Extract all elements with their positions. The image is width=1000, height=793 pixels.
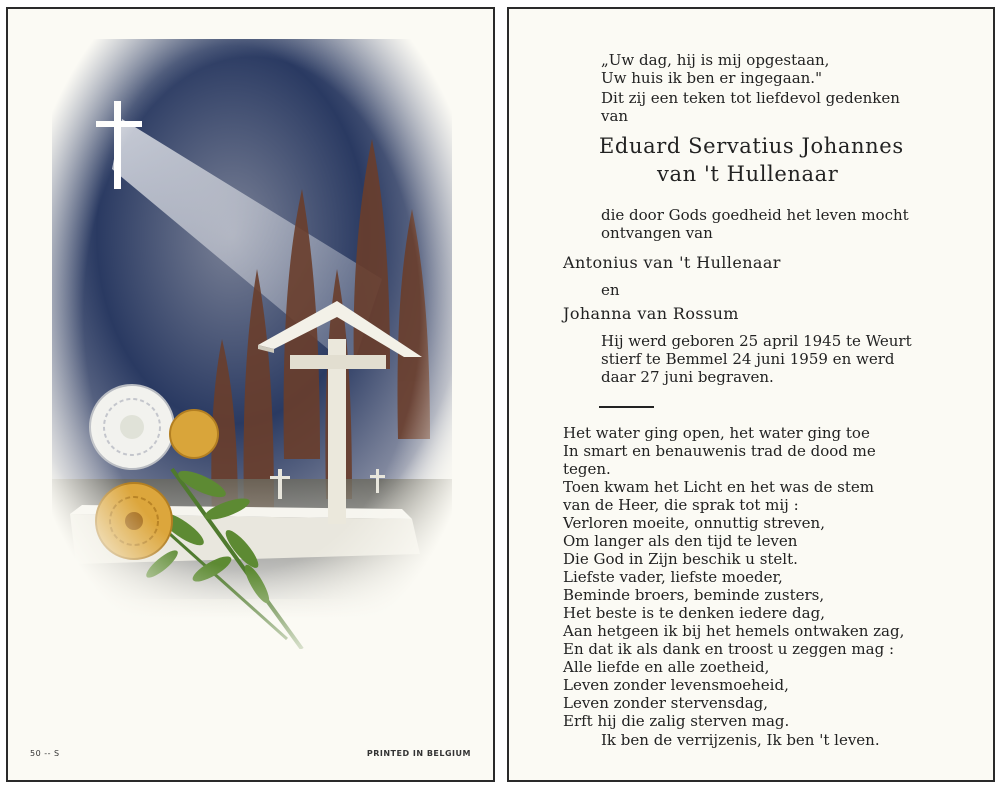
poem: [563, 424, 904, 730]
poem-line: Leven zonder levensmoeheid,: [563, 676, 789, 694]
poem-line: Het water ging open, het water ging toe: [563, 424, 870, 442]
mother-name: Johanna van Rossum: [563, 304, 739, 323]
deceased-name-line-2: van 't Hullenaar: [657, 162, 839, 186]
dedication-line: Dit zij een teken tot liefdevol gedenken: [601, 89, 900, 107]
deceased-name-line-1: Eduard Servatius Johannes: [599, 134, 904, 158]
conjunction: en: [601, 281, 620, 299]
quote-line: Uw huis ik ben er ingegaan.": [601, 69, 822, 87]
father-name: Antonius van 't Hullenaar: [563, 253, 781, 272]
dedication-line: van: [601, 107, 629, 125]
life-dates: [601, 332, 912, 386]
closing-verse: Ik ben de verrijzenis, Ik ben 't leven.: [601, 731, 880, 749]
poem-line: En dat ik als dank en troost u zeggen mag :: [563, 640, 895, 658]
memorial-card-text: [507, 7, 995, 782]
poem-line: Erft hij die zalig sterven mag.: [563, 712, 790, 730]
poem-line: Leven zonder stervensdag,: [563, 694, 769, 712]
series-code: 50 -- S: [30, 749, 60, 758]
cemetery-cross-illustration: [52, 39, 452, 649]
poem-line: tegen.: [563, 460, 611, 478]
parents-intro-line: die door Gods goedheid het leven mocht: [601, 206, 909, 224]
life-dates-line: Hij werd geboren 25 april 1945 te Weurt: [601, 332, 912, 350]
poem-line: Alle liefde en alle zoetheid,: [563, 658, 770, 676]
poem-line: Aan hetgeen ik bij het hemels ontwaken zag,: [563, 622, 905, 640]
parents-intro-line: ontvangen van: [601, 224, 713, 242]
memorial-card-front: [6, 7, 495, 782]
life-dates-line: stierf te Bemmel 24 juni 1959 en werd: [601, 350, 895, 368]
life-dates-line: daar 27 juni begraven.: [601, 368, 774, 386]
poem-line: Om langer als den tijd te leven: [563, 532, 798, 550]
poem-line: Beminde broers, beminde zusters,: [563, 586, 825, 604]
poem-line: van de Heer, die sprak tot mij :: [563, 496, 799, 514]
poem-line: Verloren moeite, onnuttig streven,: [563, 514, 825, 532]
poem-line: Die God in Zijn beschik u stelt.: [563, 550, 798, 568]
parents-intro: [601, 206, 909, 242]
opening-quote: [601, 51, 829, 87]
divider: [599, 406, 654, 408]
poem-line: Liefste vader, liefste moeder,: [563, 568, 783, 586]
poem-line: Het beste is te denken iedere dag,: [563, 604, 825, 622]
printer-mark: PRINTED IN BELGIUM: [366, 749, 471, 758]
dedication: [601, 89, 900, 125]
quote-line: „Uw dag, hij is mij opgestaan,: [601, 51, 830, 69]
poem-line: In smart en benauwenis trad de dood me: [563, 442, 876, 460]
poem-line: Toen kwam het Licht en het was de stem: [563, 478, 874, 496]
